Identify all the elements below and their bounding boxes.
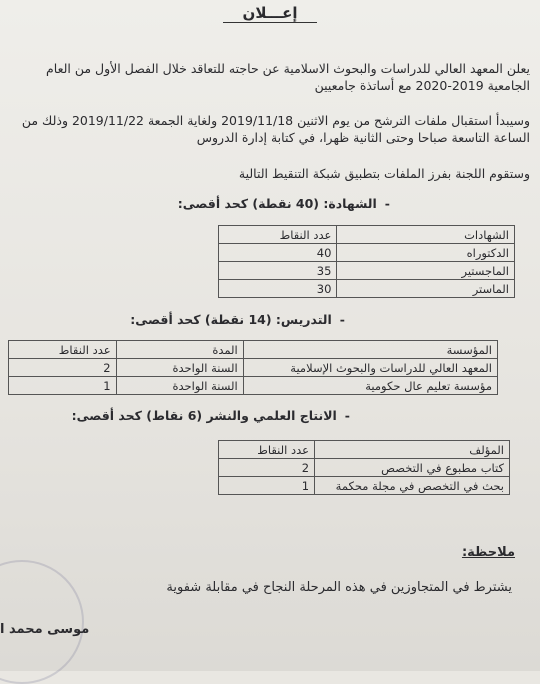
duration-value: السنة الواحدة — [116, 359, 243, 377]
degree-table — [218, 225, 515, 298]
teaching-table — [8, 340, 498, 395]
table-header-row — [9, 341, 498, 359]
table-header-row — [219, 441, 510, 459]
table-row — [219, 280, 515, 298]
table-row — [9, 359, 498, 377]
degree-name: الماجستير — [337, 262, 515, 280]
dates-paragraph: وسيبدأ استقبال ملفات الترشح من يوم الاثنين 2019/11/18 ولغاية الجمعة 2019/11/22 وذلك من الساعة التاسعة صباحا وحتى الثانية ظهرا، في كتابة إدارة الدروس — [21, 113, 530, 145]
points-value: 1 — [219, 477, 315, 495]
table-header: المؤلف — [315, 441, 510, 459]
table-row — [219, 477, 510, 495]
table-header-row — [219, 226, 515, 244]
section-teaching-heading: -التدريس: (14 نقطة) كحد أقصى: — [130, 312, 345, 327]
publication-name: بحث في التخصص في مجلة محكمة — [315, 477, 510, 495]
section-research-heading: -الانتاج العلمي والنشر (6 نقاط) كحد أقصى: — [71, 408, 350, 423]
degree-name: الماستر — [337, 280, 515, 298]
institution-name: المعهد العالي للدراسات والبحوث الإسلامية — [243, 359, 497, 377]
points-value: 35 — [219, 262, 337, 280]
points-value: 1 — [9, 377, 117, 395]
points-value: 2 — [219, 459, 315, 477]
points-value: 40 — [219, 244, 337, 262]
table-header: المدة — [116, 341, 243, 359]
committee-paragraph: وستقوم اللجنة بفرز الملفات بتطبيق شبكة التنقيط التالية — [238, 166, 530, 181]
page-title: إعـــلان — [0, 4, 540, 22]
institution-name: مؤسسة تعليم عال حكومية — [243, 377, 497, 395]
table-header: المؤسسة — [243, 341, 497, 359]
note-text: يشترط في المتجاوزين في هذه المرحلة النجاح في مقابلة شفوية — [166, 580, 512, 595]
table-row — [219, 262, 515, 280]
table-row — [219, 459, 510, 477]
points-value: 2 — [9, 359, 117, 377]
signature: موسى محمد ا — [0, 622, 90, 637]
table-header: الشهادات — [337, 226, 515, 244]
table-row — [219, 244, 515, 262]
table-header: عدد النقاط — [9, 341, 117, 359]
table-header: عدد النقاط — [219, 441, 315, 459]
section-degree-heading: -الشهادة: (40 نقطة) كحد أقصى: — [177, 196, 390, 211]
degree-name: الدكتوراه — [337, 244, 515, 262]
duration-value: السنة الواحدة — [116, 377, 243, 395]
table-row — [9, 377, 498, 395]
table-header: عدد النقاط — [219, 226, 337, 244]
note-heading: ملاحظة: — [461, 545, 515, 560]
points-value: 30 — [219, 280, 337, 298]
intro-paragraph: يعلن المعهد العالي للدراسات والبحوث الاسلامية عن حاجته للتعاقد خلال الفصل الأول من العام الجامعية 2019-2020 مع أساتذة جامعيين — [46, 61, 530, 93]
publication-name: كتاب مطبوع في التخصص — [315, 459, 510, 477]
research-table — [218, 440, 510, 495]
